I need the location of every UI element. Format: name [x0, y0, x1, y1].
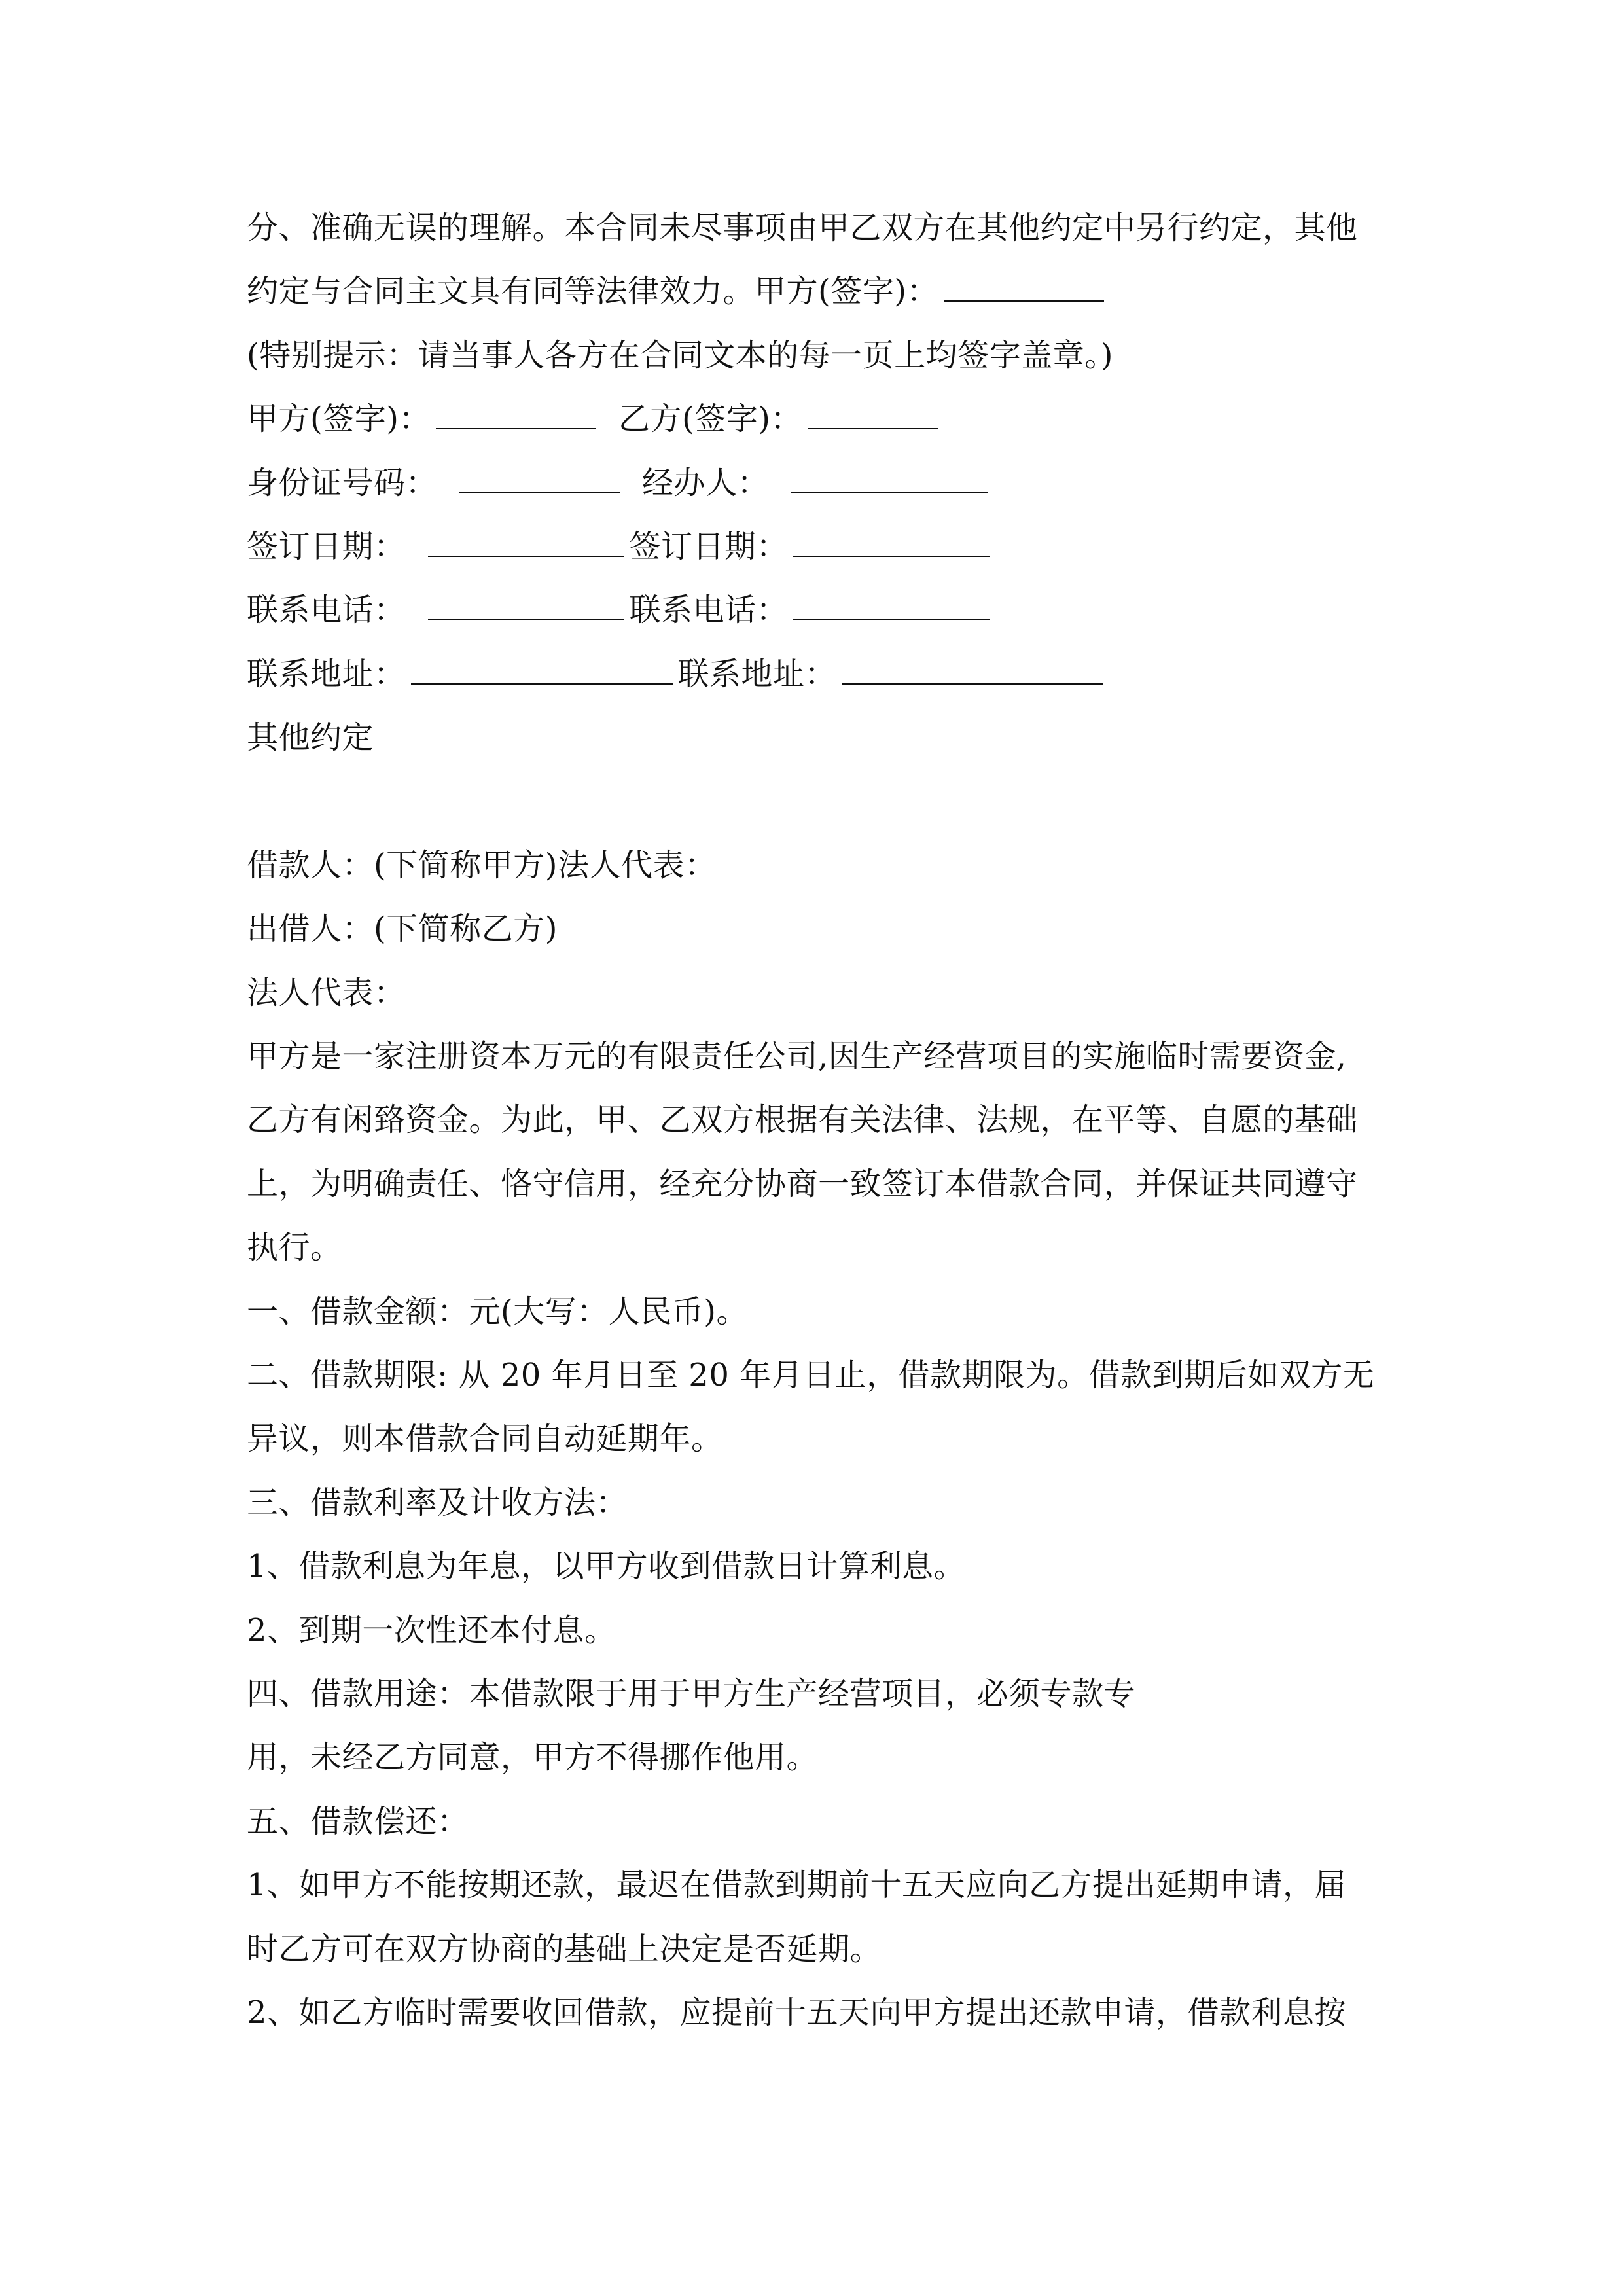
- blank-address-a[interactable]: [411, 658, 673, 685]
- paragraph-line: 分、准确无误的理解。本合同未尽事项由甲乙双方在其他约定中另行约定，其他: [247, 209, 1358, 246]
- section-heading: 其他约定: [247, 719, 374, 757]
- clause-interest-2: 2、到期一次性还本付息。: [247, 1611, 616, 1649]
- clause-repayment-heading: 五、借款偿还：: [247, 1803, 469, 1840]
- intro-line: 乙方有闲臵资金。为此，甲、乙双方根据有关法律、法规，在平等、自愿的基础: [247, 1102, 1358, 1139]
- signature-row-signature: [247, 387, 1385, 451]
- signature-label-party-a: 约定与合同主文具有同等法律效力。甲方(签字)：: [247, 273, 938, 310]
- label-party-b-sign: 乙方(签字)：: [618, 401, 802, 438]
- clause-loan-term-cont: 异议，则本借款合同自动延期年。: [247, 1420, 723, 1458]
- signature-row-id: [247, 452, 1385, 515]
- borrower-line: 借款人：(下简称甲方)法人代表：: [247, 846, 717, 884]
- intro-line: 甲方是一家注册资本万元的有限责任公司,因生产经营项目的实施临时需要资金,: [247, 1038, 1347, 1075]
- label-sign-date-b: 签订日期：: [629, 528, 789, 565]
- intro-line: 上，为明确责任、恪守信用，经充分协商一致签订本借款合同，并保证共同遵守: [247, 1165, 1358, 1202]
- clause-repayment-2: 2、如乙方临时需要收回借款，应提前十五天向甲方提出还款申请，借款利息按: [247, 1994, 1347, 2031]
- label-party-a-sign: 甲方(签字)：: [247, 401, 431, 438]
- label-handler: 经办人：: [642, 464, 770, 501]
- signature-blank[interactable]: [944, 276, 1104, 302]
- intro-line: 执行。: [247, 1229, 342, 1266]
- clause-purpose: 四、借款用途：本借款限于用于甲方生产经营项目，必须专款专: [247, 1675, 1136, 1712]
- legal-rep-line: 法人代表：: [247, 974, 406, 1011]
- signature-row-date: [247, 515, 1385, 579]
- signature-row-phone: [247, 579, 1385, 642]
- blank-sign-date-b[interactable]: [793, 531, 990, 557]
- clause-interest-heading: 三、借款利率及计收方法：: [247, 1484, 628, 1521]
- clause-interest-1: 1、借款利息为年息，以甲方收到借款日计算利息。: [247, 1548, 966, 1585]
- label-address-a: 联系地址：: [247, 655, 406, 692]
- blank-party-a-sign[interactable]: [436, 403, 596, 429]
- spacer: [247, 770, 1385, 834]
- label-address-b: 联系地址：: [677, 655, 837, 692]
- clause-purpose-cont: 用，未经乙方同意，甲方不得挪作他用。: [247, 1739, 819, 1776]
- clause-loan-term: 二、借款期限: 从 20 年月日至 20 年月日止，借款期限为。借款到期后如双方无: [247, 1357, 1375, 1394]
- clause-loan-amount: 一、借款金额：元(大写：人民币)。: [247, 1293, 748, 1330]
- label-id-number: 身份证号码：: [247, 464, 438, 501]
- blank-phone-a[interactable]: [428, 594, 624, 620]
- signature-row-address: [247, 643, 1385, 706]
- blank-id-number[interactable]: [459, 467, 620, 493]
- label-sign-date-a: 签订日期：: [247, 528, 406, 565]
- blank-party-b-sign[interactable]: [808, 403, 938, 429]
- clause-repayment-1: 1、如甲方不能按期还款，最迟在借款到期前十五天应向乙方提出延期申请，届: [247, 1867, 1347, 1904]
- blank-address-b[interactable]: [842, 658, 1103, 685]
- label-phone-b: 联系电话：: [629, 592, 789, 629]
- blank-phone-b[interactable]: [793, 594, 990, 620]
- blank-sign-date-a[interactable]: [428, 531, 624, 557]
- clause-repayment-1-cont: 时乙方可在双方协商的基础上决定是否延期。: [247, 1930, 882, 1967]
- blank-handler[interactable]: [791, 467, 988, 493]
- special-notice: (特别提示：请当事人各方在合同文本的每一页上均签字盖章。): [247, 336, 1113, 374]
- paragraph-line-with-signature: [247, 260, 1385, 323]
- contract-page: [247, 196, 1385, 2045]
- label-phone-a: 联系电话：: [247, 592, 406, 629]
- lender-line: 出借人：(下简称乙方): [247, 910, 558, 948]
